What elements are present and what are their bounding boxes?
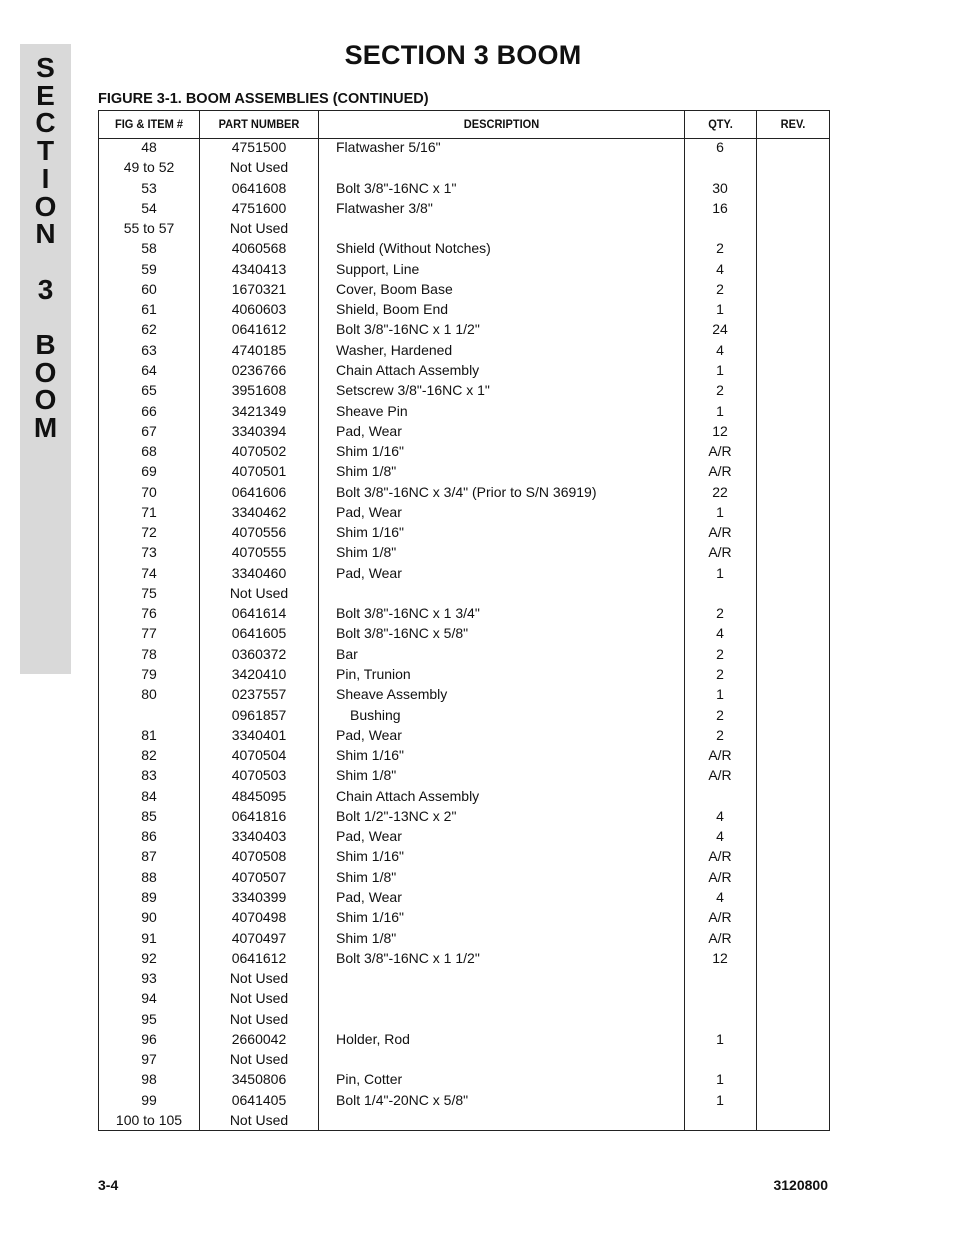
figure-title: FIGURE 3-1. BOOM ASSEMBLIES (CONTINUED) xyxy=(98,91,429,107)
table-row xyxy=(99,583,829,603)
description-cell: Holder, Rod xyxy=(336,1030,410,1047)
table-row xyxy=(99,948,829,968)
fig-item-cell: 99 xyxy=(141,1091,157,1108)
qty-cell: 4 xyxy=(716,828,724,845)
side-tab-letter: N xyxy=(35,218,56,250)
description-cell: Bolt 3/8"-16NC x 1 1/2" xyxy=(336,949,480,966)
description-cell: Shim 1/8" xyxy=(336,544,397,561)
qty-cell: 1 xyxy=(716,503,724,520)
part-number-cell: 3340399 xyxy=(231,888,287,905)
part-number-cell: 4751500 xyxy=(231,139,287,155)
fig-item-cell: 73 xyxy=(141,544,157,561)
qty-cell: 1 xyxy=(716,301,724,318)
fig-item-cell: 91 xyxy=(141,929,157,946)
qty-cell: 4 xyxy=(716,807,724,824)
fig-item-cell: 76 xyxy=(141,605,157,622)
qty-cell: 4 xyxy=(716,260,724,277)
side-tab-letter: O xyxy=(34,384,57,416)
qty-cell: 2 xyxy=(716,645,724,662)
fig-item-cell: 92 xyxy=(141,949,157,966)
description-cell: Bolt 1/2"-13NC x 2" xyxy=(336,807,457,824)
part-number-cell: 4070504 xyxy=(231,747,287,764)
fig-item-cell: 79 xyxy=(141,666,157,683)
part-number-cell: 3340460 xyxy=(231,564,287,581)
fig-item-cell: 84 xyxy=(141,787,157,804)
description-cell: Cover, Boom Base xyxy=(336,280,453,297)
qty-cell: A/R xyxy=(708,544,732,561)
table-row xyxy=(99,907,829,927)
table-row xyxy=(99,441,829,461)
table-row xyxy=(99,603,829,623)
fig-item-cell: 87 xyxy=(141,848,157,865)
side-tab-letter: I xyxy=(41,162,50,194)
description-cell: Shim 1/16" xyxy=(336,848,405,865)
header-rev: REV. xyxy=(780,117,806,131)
part-number-cell: 3340401 xyxy=(231,726,287,743)
table-row xyxy=(99,563,829,583)
document-number: 3120800 xyxy=(773,1177,828,1193)
part-number-cell: 0236766 xyxy=(231,361,287,378)
table-row xyxy=(99,887,829,907)
description-cell: Sheave Pin xyxy=(336,402,408,419)
part-number-cell: 3340394 xyxy=(231,422,287,439)
part-number-cell: Not Used xyxy=(229,1010,289,1027)
description-cell: Bolt 1/4"-20NC x 5/8" xyxy=(336,1091,469,1108)
table-row xyxy=(99,705,829,725)
part-number-cell: 0641614 xyxy=(231,605,287,622)
fig-item-cell: 72 xyxy=(141,524,157,541)
description-cell: Chain Attach Assembly xyxy=(336,787,480,804)
table-row xyxy=(99,340,829,360)
table-row xyxy=(99,421,829,441)
qty-cell: 16 xyxy=(712,199,728,216)
part-number-cell: 0360372 xyxy=(231,645,287,662)
fig-item-cell: 75 xyxy=(141,584,157,601)
fig-item-cell: 94 xyxy=(141,990,157,1007)
qty-cell: 1 xyxy=(716,1071,724,1088)
part-number-cell: 3421349 xyxy=(231,402,287,419)
qty-cell: 2 xyxy=(716,666,724,683)
description-cell: Bolt 3/8"-16NC x 5/8" xyxy=(336,625,469,642)
part-number-cell: Not Used xyxy=(229,584,289,601)
fig-item-cell: 96 xyxy=(141,1030,157,1047)
description-cell: Shield (Without Notches) xyxy=(336,240,491,257)
part-number-cell: 3951608 xyxy=(231,382,287,399)
qty-cell: 4 xyxy=(716,888,724,905)
fig-item-cell: 70 xyxy=(141,483,157,500)
table-row xyxy=(99,988,829,1008)
side-tab-letter: O xyxy=(34,356,57,388)
description-cell: Bolt 3/8"-16NC x 1 1/2" xyxy=(336,321,480,338)
part-number-cell: 4740185 xyxy=(231,341,287,358)
part-number-cell: 0641605 xyxy=(231,625,287,642)
page-title: SECTION 3 BOOM xyxy=(344,40,582,70)
description-cell: Shim 1/16" xyxy=(336,443,405,460)
table-row xyxy=(99,279,829,299)
part-number-cell: Not Used xyxy=(229,159,289,176)
qty-cell: 2 xyxy=(716,706,724,723)
description-cell: Bolt 3/8"-16NC x 1 3/4" xyxy=(336,605,480,622)
part-number-cell: 3340403 xyxy=(231,828,287,845)
table-row xyxy=(99,1029,829,1049)
description-cell: Flatwasher 3/8" xyxy=(336,199,433,216)
part-number-cell: 0641612 xyxy=(231,321,287,338)
part-number-cell: 0961857 xyxy=(231,706,287,723)
header-fig-item: FIG & ITEM # xyxy=(114,117,184,131)
table-row xyxy=(99,178,829,198)
fig-item-cell: 60 xyxy=(141,280,157,297)
description-cell: Shim 1/8" xyxy=(336,929,397,946)
table-row xyxy=(99,319,829,339)
table-row xyxy=(99,928,829,948)
qty-cell: A/R xyxy=(708,747,732,764)
table-row xyxy=(99,380,829,400)
fig-item-cell: 62 xyxy=(141,321,157,338)
part-number-cell: 4070501 xyxy=(231,463,287,480)
part-number-cell: 4060568 xyxy=(231,240,287,257)
qty-cell: A/R xyxy=(708,463,732,480)
fig-item-cell: 89 xyxy=(141,888,157,905)
fig-item-cell: 82 xyxy=(141,747,157,764)
qty-cell: A/R xyxy=(708,524,732,541)
qty-cell: 1 xyxy=(716,1030,724,1047)
description-cell: Shim 1/16" xyxy=(336,747,405,764)
table-row xyxy=(99,623,829,643)
description-cell: Shield, Boom End xyxy=(336,301,449,318)
qty-cell: 24 xyxy=(712,321,728,338)
parts-table xyxy=(98,110,830,1131)
description-cell: Chain Attach Assembly xyxy=(336,361,480,378)
description-cell: Bolt 3/8"-16NC x 1" xyxy=(336,179,457,196)
table-row xyxy=(99,786,829,806)
table-row xyxy=(99,238,829,258)
description-cell: Pad, Wear xyxy=(336,726,402,743)
table-row xyxy=(99,482,829,502)
table-row xyxy=(99,1049,829,1069)
table-row xyxy=(99,745,829,765)
fig-item-cell: 86 xyxy=(141,828,157,845)
table-row xyxy=(99,157,829,177)
qty-cell: 1 xyxy=(716,1091,724,1108)
side-tab-letter: B xyxy=(35,329,56,360)
side-tab-letter: C xyxy=(35,107,56,139)
table-row xyxy=(99,502,829,522)
qty-cell: 2 xyxy=(716,382,724,399)
fig-item-cell: 90 xyxy=(141,909,157,926)
fig-item-cell: 48 xyxy=(141,139,157,155)
part-number-cell: 4340413 xyxy=(231,260,287,277)
part-number-cell: 0641612 xyxy=(231,949,287,966)
fig-item-cell: 77 xyxy=(141,625,157,642)
part-number-cell: 4070502 xyxy=(231,443,287,460)
description-cell: Pad, Wear xyxy=(336,888,402,905)
qty-cell: 1 xyxy=(716,361,724,378)
qty-cell: 2 xyxy=(716,240,724,257)
section-side-tab xyxy=(20,44,71,674)
fig-item-cell: 67 xyxy=(141,422,157,439)
description-cell: Shim 1/8" xyxy=(336,463,397,480)
description-cell: Pin, Cotter xyxy=(336,1071,403,1088)
part-number-cell: 3450806 xyxy=(231,1071,287,1088)
part-number-cell: 4060603 xyxy=(231,301,287,318)
table-row xyxy=(99,542,829,562)
qty-cell: 2 xyxy=(716,280,724,297)
fig-item-cell: 63 xyxy=(141,341,157,358)
fig-item-cell: 78 xyxy=(141,645,157,662)
part-number-cell: Not Used xyxy=(229,990,289,1007)
table-row xyxy=(99,1009,829,1029)
side-tab-letter: 3 xyxy=(37,273,54,305)
fig-item-cell: 55 to 57 xyxy=(123,220,175,237)
qty-cell: 2 xyxy=(716,605,724,622)
description-cell: Pad, Wear xyxy=(336,422,402,439)
description-cell: Pad, Wear xyxy=(336,828,402,845)
description-cell: Setscrew 3/8"-16NC x 1" xyxy=(336,382,490,399)
qty-cell: 6 xyxy=(716,139,724,155)
part-number-cell: 4845095 xyxy=(231,787,287,804)
side-tab-letter: S xyxy=(36,52,55,83)
qty-cell: 1 xyxy=(716,564,724,581)
header-description: DESCRIPTION xyxy=(463,117,540,131)
qty-cell: A/R xyxy=(708,443,732,460)
qty-cell: 12 xyxy=(712,422,728,439)
part-number-cell: 2660042 xyxy=(231,1030,287,1047)
qty-cell: 30 xyxy=(712,179,728,196)
table-row xyxy=(99,664,829,684)
part-number-cell: 4070498 xyxy=(231,909,287,926)
part-number-cell: 0641606 xyxy=(231,483,287,500)
fig-item-cell: 61 xyxy=(141,301,157,318)
table-row xyxy=(99,765,829,785)
table-row xyxy=(99,360,829,380)
description-cell: Washer, Hardened xyxy=(336,341,453,358)
page-number: 3-4 xyxy=(98,1177,119,1193)
table-row xyxy=(99,401,829,421)
description-cell: Shim 1/8" xyxy=(336,868,397,885)
qty-cell: A/R xyxy=(708,767,732,784)
qty-cell: A/R xyxy=(708,929,732,946)
table-row xyxy=(99,461,829,481)
qty-cell: 22 xyxy=(712,483,728,500)
table-row xyxy=(99,218,829,238)
qty-cell: A/R xyxy=(708,909,732,926)
description-cell: Pad, Wear xyxy=(336,503,402,520)
qty-cell: A/R xyxy=(708,868,732,885)
fig-item-cell: 83 xyxy=(141,767,157,784)
table-row xyxy=(99,684,829,704)
qty-cell: 1 xyxy=(716,686,724,703)
part-number-cell: 4070497 xyxy=(231,929,287,946)
table-row xyxy=(99,846,829,866)
fig-item-cell: 98 xyxy=(141,1071,157,1088)
part-number-cell: 0237557 xyxy=(231,686,287,703)
side-tab-letter: M xyxy=(33,412,58,444)
part-number-cell: 1670321 xyxy=(231,280,287,297)
part-number-cell: Not Used xyxy=(229,220,289,237)
side-tab-letter: T xyxy=(36,135,55,167)
description-cell: Pin, Trunion xyxy=(336,666,411,683)
fig-item-cell: 49 to 52 xyxy=(123,159,175,176)
qty-cell: 4 xyxy=(716,625,724,642)
fig-item-cell: 100 to 105 xyxy=(115,1111,183,1128)
table-row xyxy=(99,644,829,664)
header-qty: QTY. xyxy=(708,117,733,131)
part-number-cell: 3340462 xyxy=(231,503,287,520)
side-tab-letter: O xyxy=(34,190,57,222)
table-row xyxy=(99,1090,829,1110)
description-cell: Bar xyxy=(336,645,358,662)
part-number-cell: 4070507 xyxy=(231,868,287,885)
fig-item-cell: 64 xyxy=(141,361,157,378)
qty-cell: 4 xyxy=(716,341,724,358)
description-cell: Shim 1/16" xyxy=(336,524,405,541)
description-cell: Shim 1/16" xyxy=(336,909,405,926)
table-row xyxy=(99,299,829,319)
fig-item-cell: 93 xyxy=(141,970,157,987)
fig-item-cell: 88 xyxy=(141,868,157,885)
description-cell: Support, Line xyxy=(336,260,420,277)
description-cell: Flatwasher 5/16" xyxy=(336,139,441,155)
table-row xyxy=(99,867,829,887)
fig-item-cell: 97 xyxy=(141,1051,157,1068)
qty-cell: 2 xyxy=(716,726,724,743)
part-number-cell: 4070556 xyxy=(231,524,287,541)
part-number-cell: 4070555 xyxy=(231,544,287,561)
qty-cell: 12 xyxy=(712,949,728,966)
part-number-cell: 4070503 xyxy=(231,767,287,784)
fig-item-cell: 81 xyxy=(141,726,157,743)
qty-cell: 1 xyxy=(716,402,724,419)
table-row xyxy=(99,806,829,826)
part-number-cell: Not Used xyxy=(229,1111,289,1128)
description-cell: Shim 1/8" xyxy=(336,767,397,784)
table-row xyxy=(99,1110,829,1130)
fig-item-cell: 69 xyxy=(141,463,157,480)
part-number-cell: Not Used xyxy=(229,1051,289,1068)
fig-item-cell: 59 xyxy=(141,260,157,277)
table-row xyxy=(99,1069,829,1089)
fig-item-cell: 74 xyxy=(141,564,157,581)
fig-item-cell: 58 xyxy=(141,240,157,257)
header-part-number: PART NUMBER xyxy=(218,117,300,131)
part-number-cell: Not Used xyxy=(229,970,289,987)
part-number-cell: 4070508 xyxy=(231,848,287,865)
description-cell: Pad, Wear xyxy=(336,564,402,581)
fig-item-cell: 53 xyxy=(141,179,157,196)
description-cell: Bolt 3/8"-16NC x 3/4" (Prior to S/N 36919) xyxy=(336,483,597,500)
description-cell: Sheave Assembly xyxy=(336,686,448,703)
part-number-cell: 3420410 xyxy=(231,666,287,683)
fig-item-cell: 95 xyxy=(141,1010,157,1027)
side-tab-letter: E xyxy=(36,79,55,111)
fig-item-cell: 71 xyxy=(141,503,157,520)
table-row xyxy=(99,137,829,157)
part-number-cell: 0641816 xyxy=(231,807,287,824)
fig-item-cell: 68 xyxy=(141,443,157,460)
table-row xyxy=(99,259,829,279)
part-number-cell: 0641405 xyxy=(231,1091,287,1108)
part-number-cell: 4751600 xyxy=(231,199,287,216)
table-row xyxy=(99,522,829,542)
table-row xyxy=(99,198,829,218)
fig-item-cell: 54 xyxy=(141,199,157,216)
qty-cell: A/R xyxy=(708,848,732,865)
part-number-cell: 0641608 xyxy=(231,179,287,196)
table-row xyxy=(99,968,829,988)
fig-item-cell: 66 xyxy=(141,402,157,419)
table-row xyxy=(99,725,829,745)
fig-item-cell: 85 xyxy=(141,807,157,824)
table-row xyxy=(99,826,829,846)
fig-item-cell: 80 xyxy=(141,686,157,703)
description-cell: Bushing xyxy=(350,706,401,723)
fig-item-cell: 65 xyxy=(141,382,157,399)
